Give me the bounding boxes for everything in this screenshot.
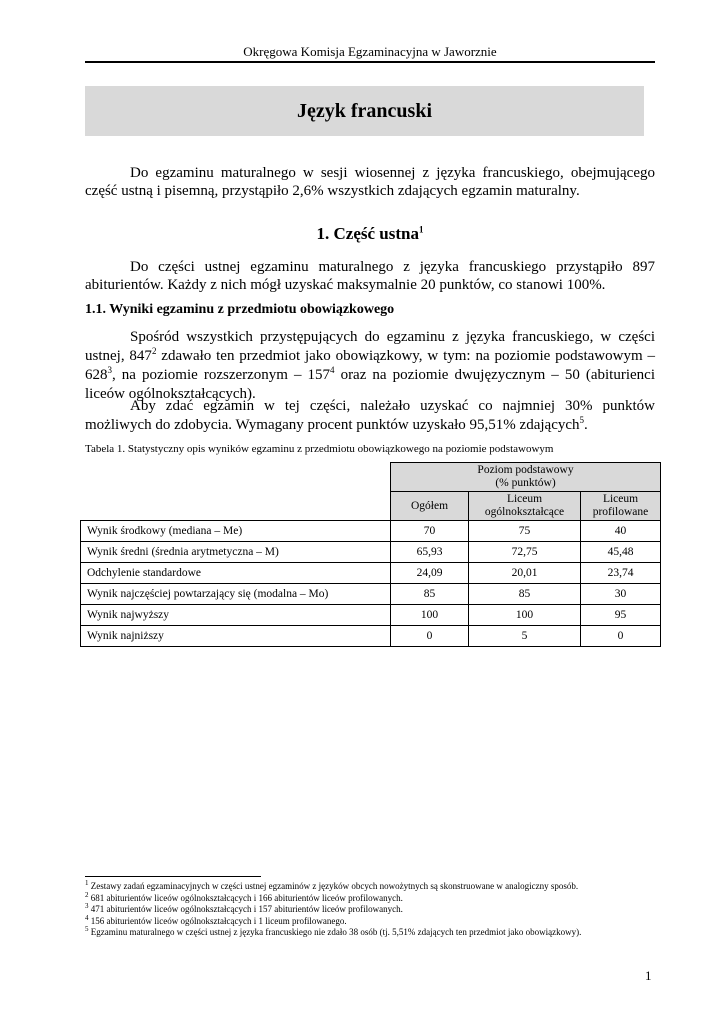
- footnote-ref-1: 1: [418, 224, 424, 235]
- table-cell: 40: [581, 521, 661, 542]
- table-cell: 70: [391, 521, 469, 542]
- footnote-number: 2: [85, 890, 89, 899]
- group-header-line-1: Poziom podstawowy: [477, 464, 574, 476]
- table-header-row-1: [81, 463, 661, 492]
- table-row: [81, 521, 661, 542]
- footnote-ref-3: 3: [107, 365, 112, 375]
- footnote-number: 1: [85, 879, 89, 887]
- table-cell: 23,74: [581, 563, 661, 584]
- footnotes: [85, 881, 655, 939]
- section-1-1-paragraph-1: [85, 328, 655, 404]
- column-header-line-2: profilowane: [592, 506, 649, 518]
- footnote-ref-2: 2: [151, 346, 157, 356]
- section-1-1-paragraph-2: [85, 397, 655, 435]
- table-cell: 95: [581, 605, 661, 626]
- row-label: Wynik średni (średnia arytmetyczna – M): [81, 542, 391, 563]
- row-label: Wynik najczęściej powtarzający się (modalna – Mo): [81, 584, 391, 605]
- footnote: [85, 927, 655, 939]
- title-banner: [85, 86, 644, 136]
- footnote-text: Egzaminu maturalnego w części ustnej z języka francuskiego nie zdało 38 osób (tj. 5,51% zdających ten przedmiot jako obowiązkowy).: [88, 927, 582, 937]
- page-title: Język francuski: [297, 99, 432, 122]
- section-1-heading: [85, 224, 655, 244]
- footnote-number: 4: [85, 913, 89, 922]
- table-corner-2: [81, 492, 391, 521]
- footnote: [85, 913, 655, 928]
- table-cell: 45,48: [581, 542, 661, 563]
- table-cell: 30: [581, 584, 661, 605]
- footnote-separator: [85, 876, 261, 877]
- table-row: [81, 605, 661, 626]
- table-row: [81, 542, 661, 563]
- section-1-paragraph: Do części ustnej egzaminu maturalnego z języka francuskiego przystąpiło 897 abiturientów. Każdy z nich mógł uzyskać maksymalnie 20 punktów, co stanowi 100%.: [85, 259, 655, 293]
- footnote-text: Zestawy zadań egzaminacyjnych w części ustnej egzaminów z języków obcych nowożytnych są skonstruowane w analogiczny sposób.: [88, 881, 579, 891]
- footnote-number: 3: [85, 902, 89, 910]
- table-header-row-2: [81, 492, 661, 521]
- table-row: [81, 584, 661, 605]
- row-label: Wynik najwyższy: [81, 605, 391, 626]
- table-cell: 85: [391, 584, 469, 605]
- column-header: [391, 492, 469, 521]
- column-header-line-1: Ogółem: [410, 499, 449, 512]
- row-label: Odchylenie standardowe: [81, 563, 391, 584]
- p2-text-a: Aby zdać egzamin w tej części, należało uzyskać co najmniej 30% punktów możliwych do zdobycia. Wymagany procent punktów uzyskało 95,51% zdających: [85, 398, 655, 433]
- p1-text-a: Spośród wszystkich przystępujących do egzaminu z języka francuskiego, w części ustnej, 847: [85, 329, 655, 364]
- table-cell: 0: [581, 626, 661, 647]
- column-header-line-1: Liceum: [602, 493, 639, 505]
- table-cell: 100: [391, 605, 469, 626]
- table-cell: 0: [391, 626, 469, 647]
- footnote-text: 681 abiturientów liceów ogólnokształcących i 166 abiturientów liceów profilowanych.: [88, 892, 403, 903]
- header-rule: [85, 61, 655, 63]
- section-1-1-heading: 1.1. Wyniki egzaminu z przedmiotu obowiązkowego: [85, 302, 395, 317]
- table-caption: Tabela 1. Statystyczny opis wyników egzaminu z przedmiotu obowiązkowego na poziomie podstawowym: [85, 443, 554, 455]
- group-header: [391, 463, 661, 492]
- table-cell: 72,75: [469, 542, 581, 563]
- footnote: [85, 881, 655, 893]
- stats-table: [80, 462, 661, 647]
- table-row: [81, 626, 661, 647]
- footnote-text: 471 abiturientów liceów ogólnokształcących i 157 abiturientów liceów profilowanych.: [88, 904, 403, 914]
- table-cell: 20,01: [469, 563, 581, 584]
- column-header: [469, 492, 581, 521]
- page-header: Okręgowa Komisja Egzaminacyjna w Jaworznie: [243, 44, 497, 59]
- row-label: Wynik najniższy: [81, 626, 391, 647]
- table-cell: 75: [469, 521, 581, 542]
- column-header-line-1: Liceum: [506, 493, 543, 505]
- table-cell: 85: [469, 584, 581, 605]
- column-header: [581, 492, 661, 521]
- column-header-line-2: ogólnokształcące: [484, 506, 565, 518]
- footnote: [85, 904, 655, 916]
- table-corner: [81, 463, 391, 492]
- page-number: 1: [645, 968, 652, 983]
- footnote: [85, 890, 655, 905]
- footnote-ref-5: 5: [579, 415, 585, 425]
- intro-paragraph: Do egzaminu maturalnego w sesji wiosennej z języka francuskiego, obejmującego część ustną i pisemną, przystąpiło 2,6% wszystkich zdających egzamin maturalny.: [85, 165, 655, 199]
- table-cell: 24,09: [391, 563, 469, 584]
- row-label: Wynik środkowy (mediana – Me): [81, 521, 391, 542]
- table-row: [81, 563, 661, 584]
- footnote-text: 156 abiturientów liceów ogólnokształcących i 1 liceum profilowanego.: [88, 915, 347, 926]
- p1-text-c: , na poziomie rozszerzonym – 157: [112, 367, 331, 383]
- section-1-heading-text: 1. Część ustna: [316, 224, 419, 243]
- table-cell: 5: [469, 626, 581, 647]
- group-header-line-2: (% punktów): [495, 477, 556, 489]
- p1-text-d: oraz na poziomie dwujęzycznym – 50 (abiturienci liceów ogólnokształcących).: [85, 367, 655, 402]
- p1-text-b: zdawało ten przedmiot jako obowiązkowy, w tym: na poziomie podstawowym – 628: [85, 348, 655, 383]
- table-cell: 100: [469, 605, 581, 626]
- footnote-number: 5: [85, 925, 89, 933]
- p2-text-b: .: [584, 417, 588, 433]
- table-cell: 65,93: [391, 542, 469, 563]
- footnote-ref-4: 4: [330, 365, 335, 375]
